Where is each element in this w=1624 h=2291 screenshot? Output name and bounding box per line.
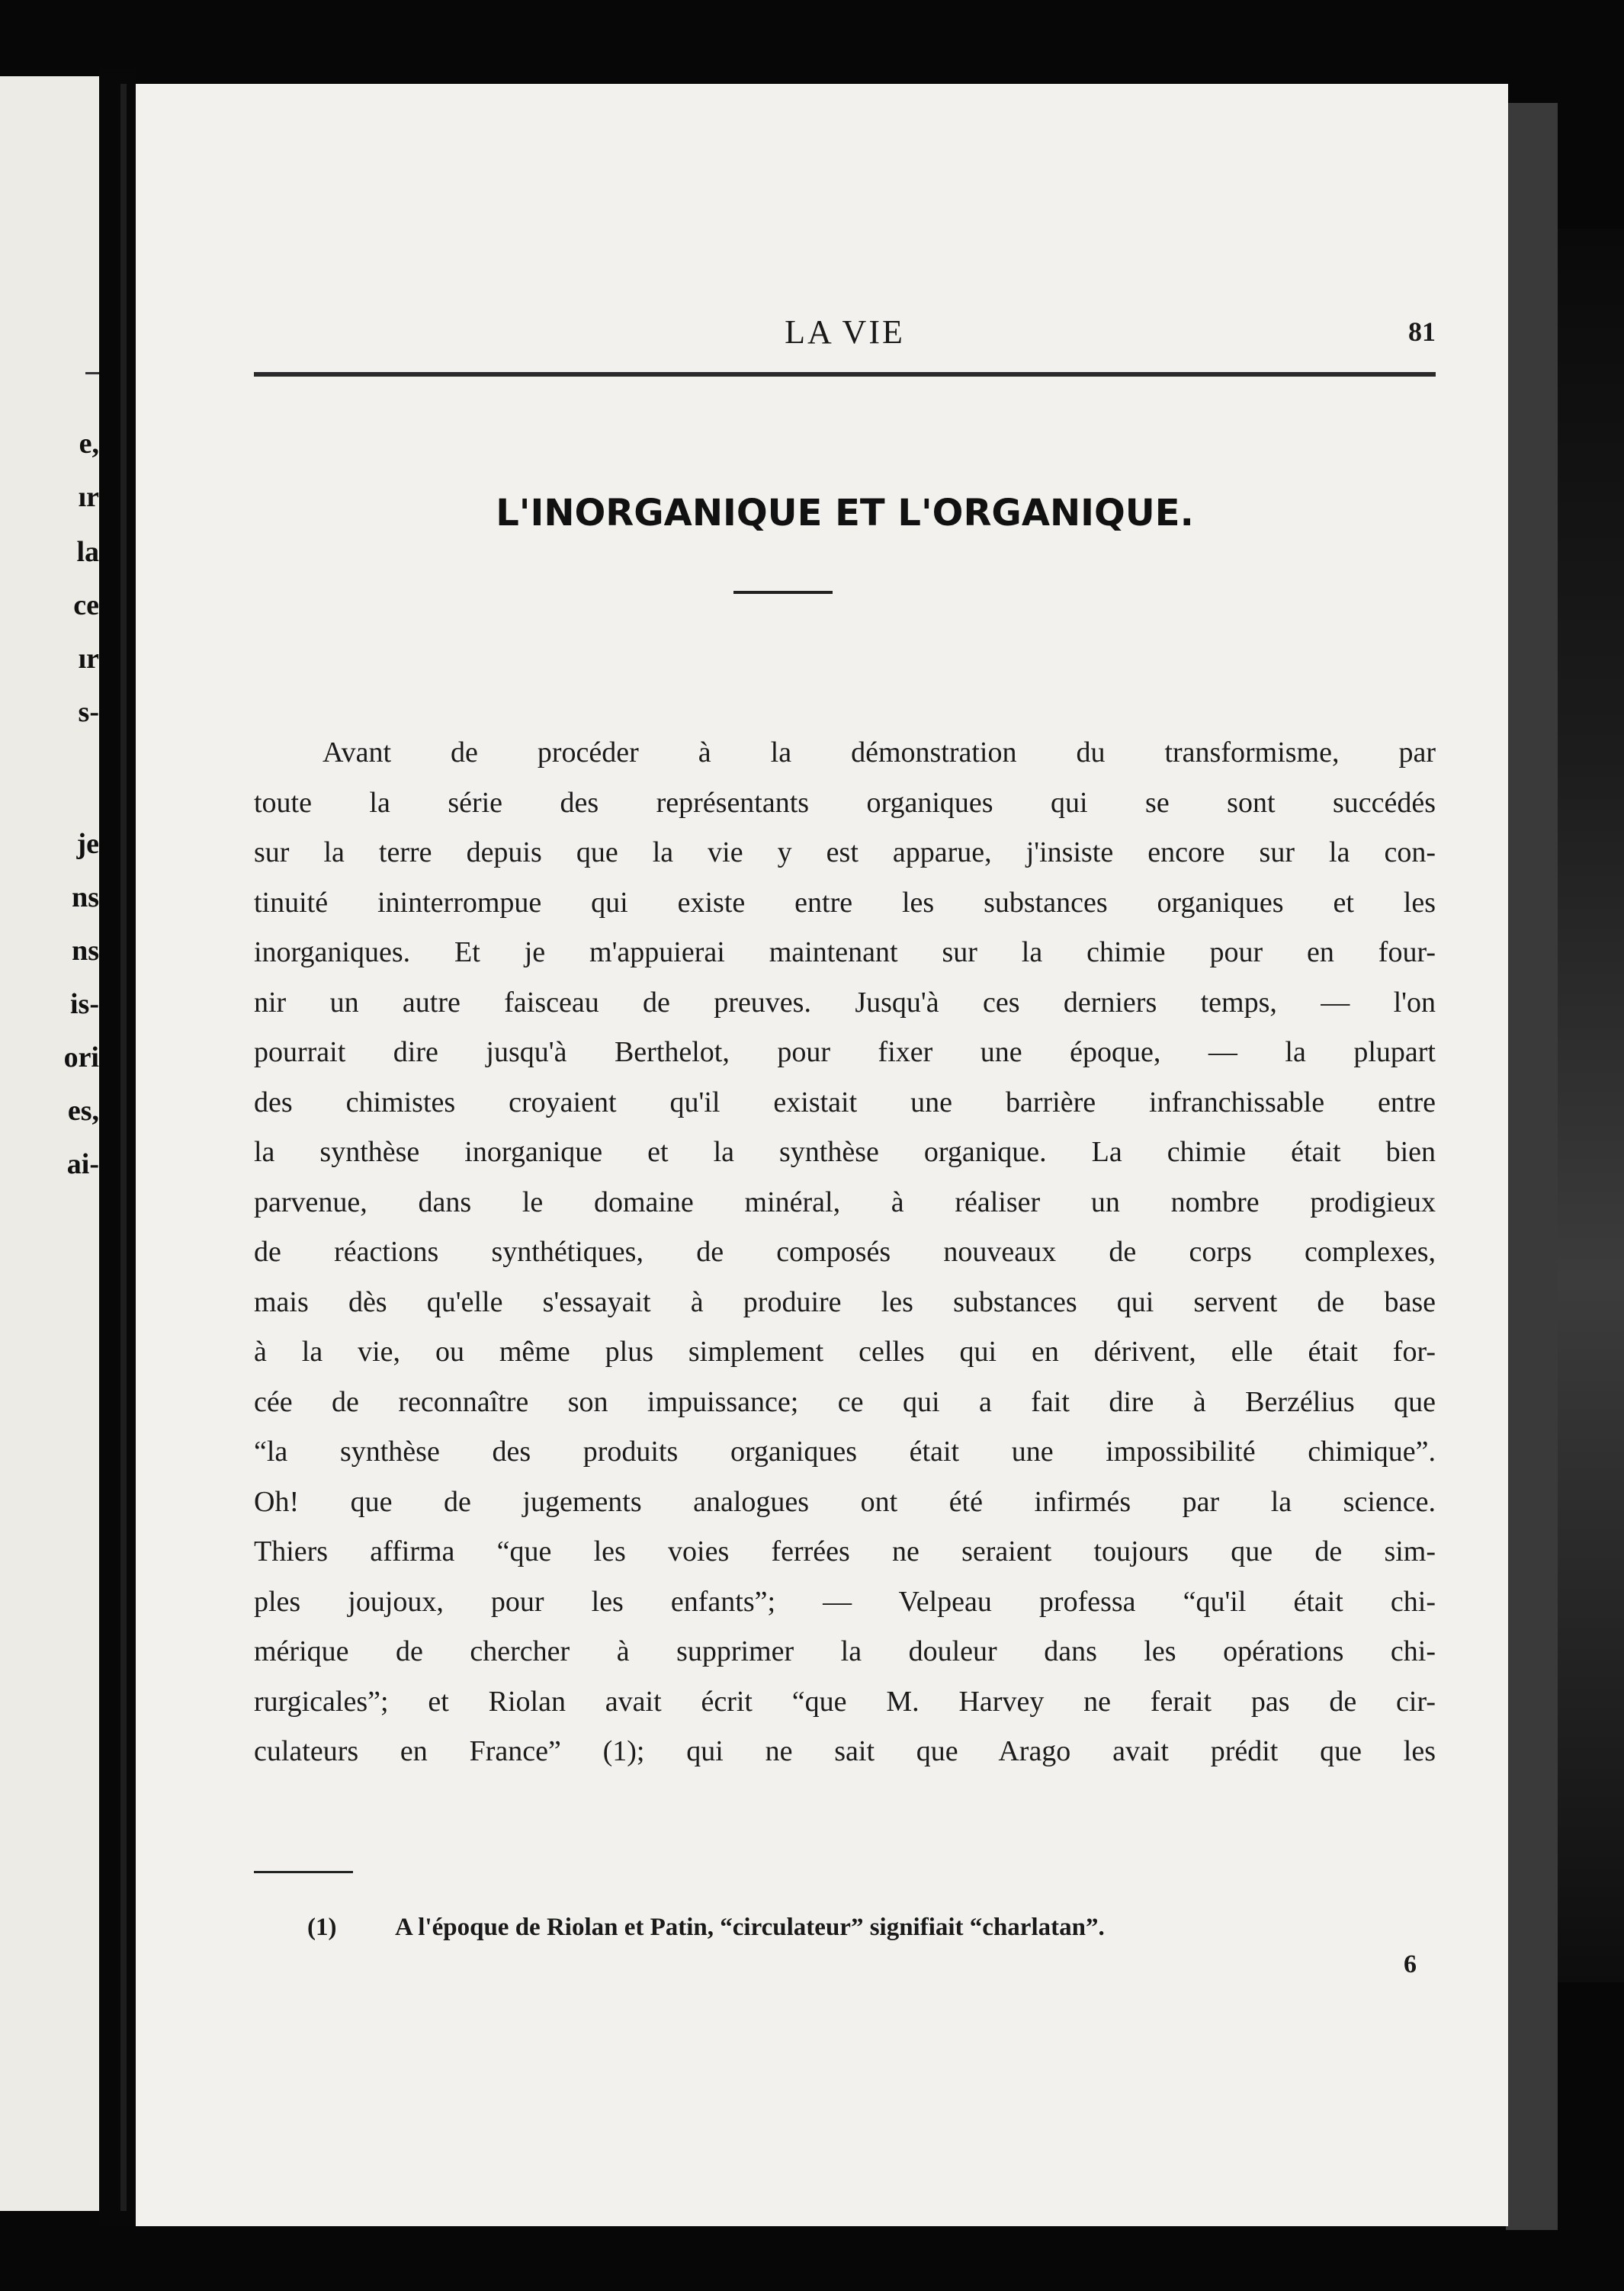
facing-page-fragment: is- xyxy=(70,988,99,1020)
text-line: rurgicales”; et Riolan avait écrit “que M. Harvey ne ferait pas de cir- xyxy=(254,1685,1436,1718)
facing-page-fragment: es, xyxy=(67,1095,99,1127)
facing-page-fragment: la xyxy=(76,536,99,568)
facing-page-fragment: ns xyxy=(72,881,99,913)
facing-page-fragment: ori xyxy=(63,1041,99,1073)
text-line: la synthèse inorganique et la synthèse organique. La chimie était bien xyxy=(254,1136,1436,1168)
facing-page-fragment: ce xyxy=(73,589,99,621)
text-line: des chimistes croyaient qu'il existait une barrière infranchissable entre xyxy=(254,1086,1436,1118)
text-line: Oh! que de jugements analogues ont été infirmés par la science. xyxy=(254,1485,1436,1518)
body-text xyxy=(254,728,1436,1777)
title-rule xyxy=(733,591,833,594)
text-line: nir un autre faisceau de preuves. Jusqu'à ces derniers temps, — l'on xyxy=(254,986,1436,1019)
text-line: mais dès qu'elle s'essayait à produire les substances qui servent de base xyxy=(254,1285,1436,1318)
text-line: cée de reconnaître son impuissance; ce qui a fait dire à Berzélius que xyxy=(254,1385,1436,1418)
running-head xyxy=(254,313,1436,358)
page-number: 81 xyxy=(1408,316,1436,347)
text-line: inorganiques. Et je m'appuierai maintenant sur la chimie pour en four- xyxy=(254,936,1436,968)
text-line: Avant de procéder à la démonstration du transformisme, par xyxy=(323,736,1436,768)
text-line: ples joujoux, pour les enfants”; — Velpeau professa “qu'il était chi- xyxy=(254,1585,1436,1618)
signature-mark: 6 xyxy=(1404,1950,1417,1978)
footnote-rule xyxy=(254,1871,353,1873)
text-line: sur la terre depuis que la vie y est apparue, j'insiste encore sur la con- xyxy=(254,836,1436,868)
facing-page-edge xyxy=(0,76,99,2211)
text-line: culateurs en France” (1); qui ne sait que Arago avait prédit que les xyxy=(254,1735,1436,1767)
facing-page-fragment: je xyxy=(76,828,99,860)
text-line: pourrait dire jusqu'à Berthelot, pour fixer une époque, — la plupart xyxy=(254,1036,1436,1068)
text-line: parvenue, dans le domaine minéral, à réaliser un nombre prodigieux xyxy=(254,1186,1436,1218)
text-line: Thiers affirma “que les voies ferrées ne seraient toujours que de sim- xyxy=(254,1535,1436,1567)
facing-page-fragment: ns xyxy=(72,935,99,967)
facing-page-fragment: ai- xyxy=(66,1148,99,1180)
text-line: toute la série des représentants organiques qui se sont succédés xyxy=(254,786,1436,819)
running-title: LA VIE xyxy=(785,313,905,351)
text-line: “la synthèse des produits organiques était une impossibilité chimique”. xyxy=(254,1436,1436,1468)
text-line: de réactions synthétiques, de composés nouveaux de corps complexes, xyxy=(254,1236,1436,1268)
facing-page-fragment: ır xyxy=(78,481,99,513)
book-page xyxy=(136,84,1508,2226)
page-edge-rim xyxy=(1506,103,1558,2230)
header-rule xyxy=(254,372,1436,377)
scan-background xyxy=(1558,229,1624,1982)
facing-page-fragment: ır xyxy=(78,643,99,675)
gutter-shadow xyxy=(120,84,127,2211)
text-line: à la vie, ou même plus simplement celles qui en dérivent, elle était for- xyxy=(254,1336,1436,1368)
chapter-title: L'INORGANIQUE ET L'ORGANIQUE. xyxy=(496,492,1194,534)
facing-page-fragment: e, xyxy=(79,428,99,460)
book-gutter xyxy=(99,69,136,2226)
facing-page-fragment: s- xyxy=(78,696,99,728)
text-line: mérique de chercher à supprimer la douleur dans les opérations chi- xyxy=(254,1635,1436,1667)
text-line: tinuité ininterrompue qui existe entre les substances organiques et les xyxy=(254,886,1436,919)
footnote-text: A l'époque de Riolan et Patin, “circulateur” signifiait “charlatan”. xyxy=(395,1914,1105,1941)
footnote xyxy=(307,1914,1436,1942)
footnote-marker: (1) xyxy=(307,1914,337,1941)
facing-page-dash xyxy=(85,372,99,374)
